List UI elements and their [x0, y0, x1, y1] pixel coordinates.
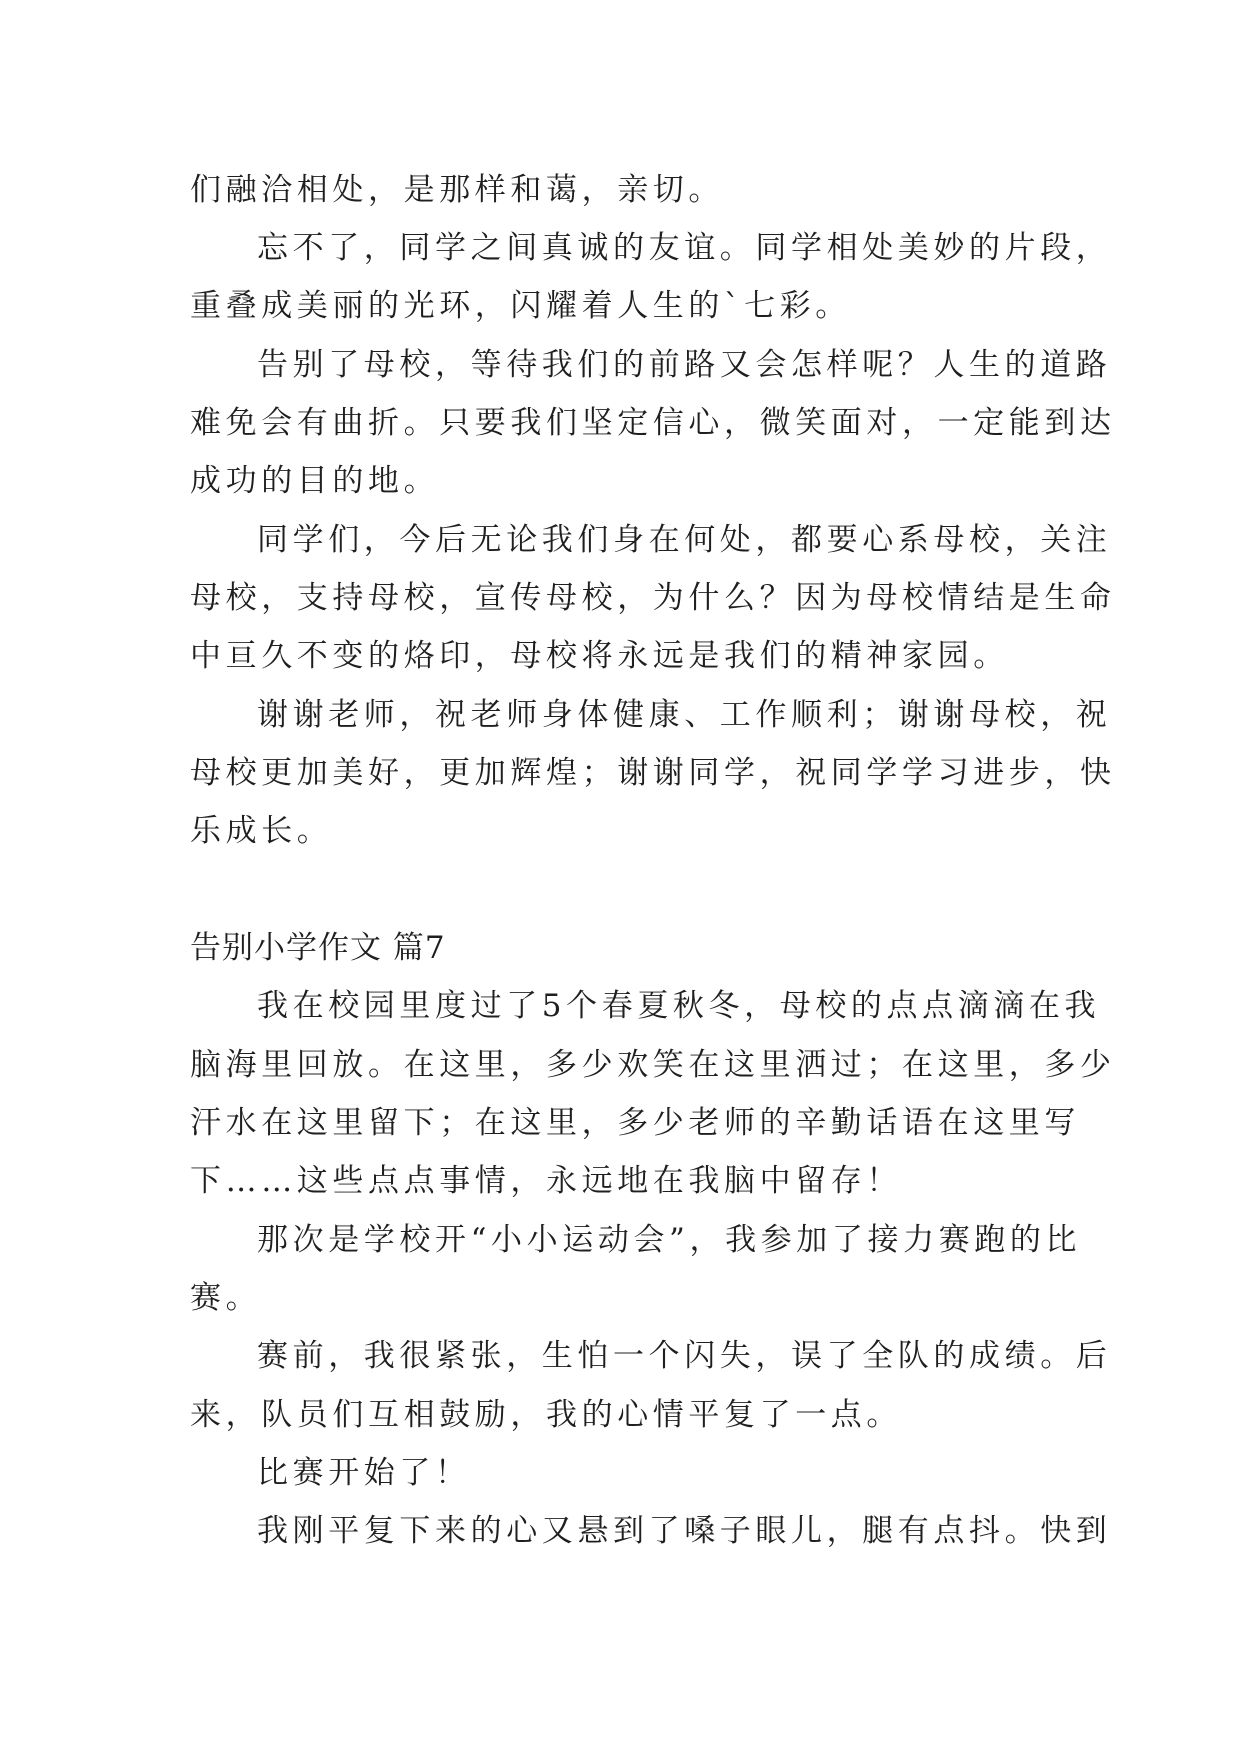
- paragraph-line: 来，队员们互相鼓励，我的心情平复了一点。: [190, 1397, 902, 1433]
- paragraph-line: 下……这些点点事情，永远地在我脑中留存！: [190, 1163, 902, 1199]
- paragraph-line: 告别了母校，等待我们的前路又会怎样呢？人生的道路: [257, 347, 1112, 383]
- paragraph-line: 我在校园里度过了5个春夏秋冬，母校的点点滴滴在我: [257, 988, 1101, 1024]
- paragraph-line: 赛。: [190, 1280, 262, 1316]
- paragraph-line: 重叠成美丽的光环，闪耀着人生的`七彩。: [190, 288, 851, 324]
- paragraph-line: 脑海里回放。在这里，多少欢笑在这里洒过；在这里，多少: [190, 1047, 1116, 1083]
- paragraph-line: 谢谢老师，祝老师身体健康、工作顺利；谢谢母校，祝: [257, 697, 1112, 733]
- paragraph-line: 比赛开始了！: [257, 1455, 471, 1491]
- paragraph-line: 们融洽相处，是那样和蔼，亲切。: [190, 172, 724, 208]
- paragraph-line: 中亘久不变的烙印，母校将永远是我们的精神家园。: [190, 638, 1009, 674]
- paragraph-line: 忘不了，同学之间真诚的友谊。同学相处美妙的片段，: [257, 230, 1112, 266]
- paragraph-line: 那次是学校开“小小运动会”，我参加了接力赛跑的比: [257, 1222, 1082, 1258]
- paragraph-line: 我刚平复下来的心又悬到了嗓子眼儿，腿有点抖。快到: [257, 1513, 1112, 1549]
- paragraph-line: 汗水在这里留下；在这里，多少老师的辛勤话语在这里写: [190, 1105, 1080, 1141]
- paragraph-line: 赛前，我很紧张，生怕一个闪失，误了全队的成绩。后: [257, 1338, 1112, 1374]
- paragraph-line: 成功的目的地。: [190, 463, 440, 499]
- paragraph-line: 同学们，今后无论我们身在何处，都要心系母校，关注: [257, 522, 1112, 558]
- paragraph-line: 乐成长。: [190, 813, 333, 849]
- paragraph-line: 母校，支持母校，宣传母校，为什么？因为母校情结是生命: [190, 580, 1116, 616]
- section-heading: 告别小学作文 篇7: [190, 930, 446, 966]
- paragraph-line: 难免会有曲折。只要我们坚定信心，微笑面对，一定能到达: [190, 405, 1116, 441]
- paragraph-line: 母校更加美好，更加辉煌；谢谢同学，祝同学学习进步，快: [190, 755, 1116, 791]
